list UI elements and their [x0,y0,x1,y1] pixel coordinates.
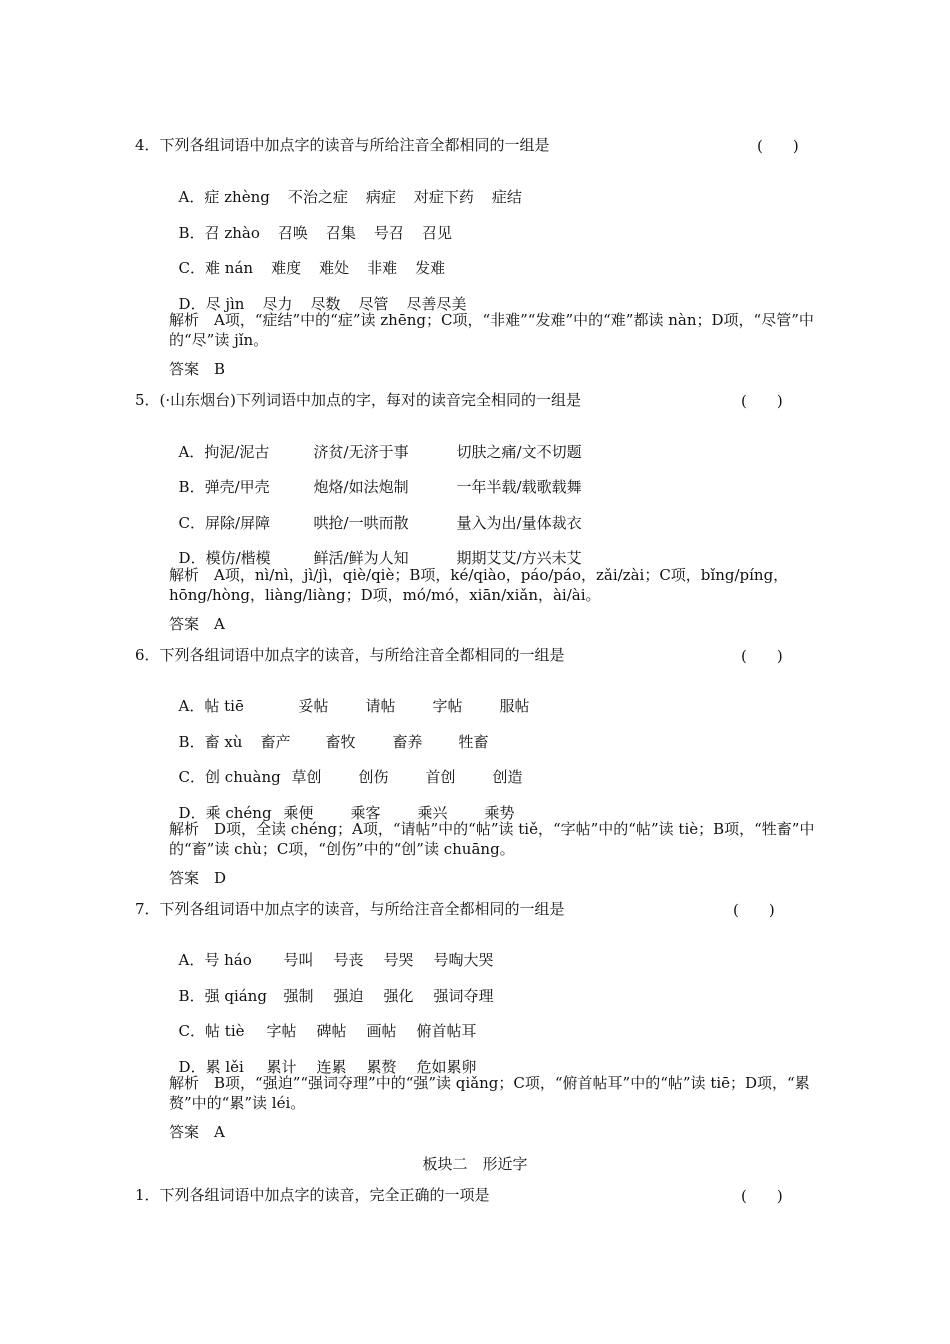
question-6-option-d: D．乘 chéng 乘便 乘客 乘兴 乘势 [178,804,515,822]
question-6-answer-blank: ( ) [741,647,783,665]
question-7-option-d: D．累 lěi 累计 连累 累赘 危如累卵 [178,1058,477,1076]
question-4-option-d: D．尽 jìn 尽力 尽数 尽管 尽善尽美 [178,295,467,313]
question-7-answer-blank: ( ) [733,901,775,919]
question-5-option-c: C．屏除/屏障 哄抢/一哄而散 量入为出/量体裁衣 [178,514,582,532]
question-7-option-a: A．号 háo 号叫 号丧 号哭 号啕大哭 [178,951,494,969]
next-question-stem: 1．下列各组词语中加点字的读音，完全正确的一项是 [135,1186,490,1204]
question-7-analysis: 解析 B项，“强迫”“强词夺理”中的“强”读 qiǎng；C项，“俯首帖耳”中的“帖”读 tiē；D项，“累赘”中的“累”读 léi。 [169,1074,810,1112]
next-question-answer-blank: ( ) [741,1187,783,1205]
question-6-answer: 答案 D [169,869,227,887]
question-5-option-b: B．弹壳/甲壳 炮烙/如法炮制 一年半载/载歌载舞 [178,478,582,496]
question-5-stem: 5．(·山东烟台)下列词语中加点的字，每对的读音完全相同的一组是 [135,391,582,409]
question-4-option-b: B．召 zhào 召唤 召集 号召 召见 [178,224,452,242]
question-6-option-a: A．帖 tiē 妥帖 请帖 字帖 服帖 [178,697,530,715]
question-4-option-a: A．症 zhèng 不治之症 病症 对症下药 症结 [178,188,522,206]
question-6-analysis: 解析 D项，全读 chéng；A项，“请帖”中的“帖”读 tiě，“字帖”中的“帖”读 tiè；B项，“牲畜”中的“畜”读 chù；C项，“创伤”中的“创”读 chuāng。 [169,820,815,858]
question-4-stem: 4．下列各组词语中加点字的读音与所给注音全都相同的一组是 [135,136,550,154]
question-5-answer-blank: ( ) [741,392,783,410]
section-title: 板块二 形近字 [422,1155,528,1173]
question-6-option-c: C．创 chuàng 草创 创伤 首创 创造 [178,768,523,786]
question-5-option-d: D．模仿/楷模 鲜活/鲜为人知 期期艾艾/方兴未艾 [178,549,582,567]
question-7-stem: 7．下列各组词语中加点字的读音，与所给注音全都相同的一组是 [135,900,565,918]
question-4-option-c: C．难 nán 难度 难处 非难 发难 [178,259,446,277]
question-5-option-a: A．拘泥/泥古 济贫/无济于事 切肤之痛/文不切题 [178,443,582,461]
question-4-answer: 答案 B [169,360,226,378]
question-6-option-b: B．畜 xù 畜产 畜牧 畜养 牲畜 [178,733,489,751]
question-6-stem: 6．下列各组词语中加点字的读音，与所给注音全都相同的一组是 [135,646,565,664]
question-7-option-c: C．帖 tiè 字帖 碑帖 画帖 俯首帖耳 [178,1022,477,1040]
question-5-analysis: 解析 A项，nì/nì，jì/jì，qiè/qiè；B项，ké/qiào，páo/páo，zǎi/zài；C项，bǐng/píng，hōng/hòng，liàng/liàng；D项，mó/mó，xiān/xiǎn，ài/ài。 [169,566,789,604]
question-4-answer-blank: ( ) [757,137,799,155]
question-4-analysis: 解析 A项，“症结”中的“症”读 zhēng；C项，“非难”“发难”中的“难”都读 nàn；D项，“尽管”中的“尽”读 jǐn。 [169,311,814,349]
question-7-answer: 答案 A [169,1123,225,1141]
question-5-answer: 答案 A [169,615,225,633]
question-7-option-b: B．强 qiáng 强制 强迫 强化 强词夺理 [178,987,494,1005]
